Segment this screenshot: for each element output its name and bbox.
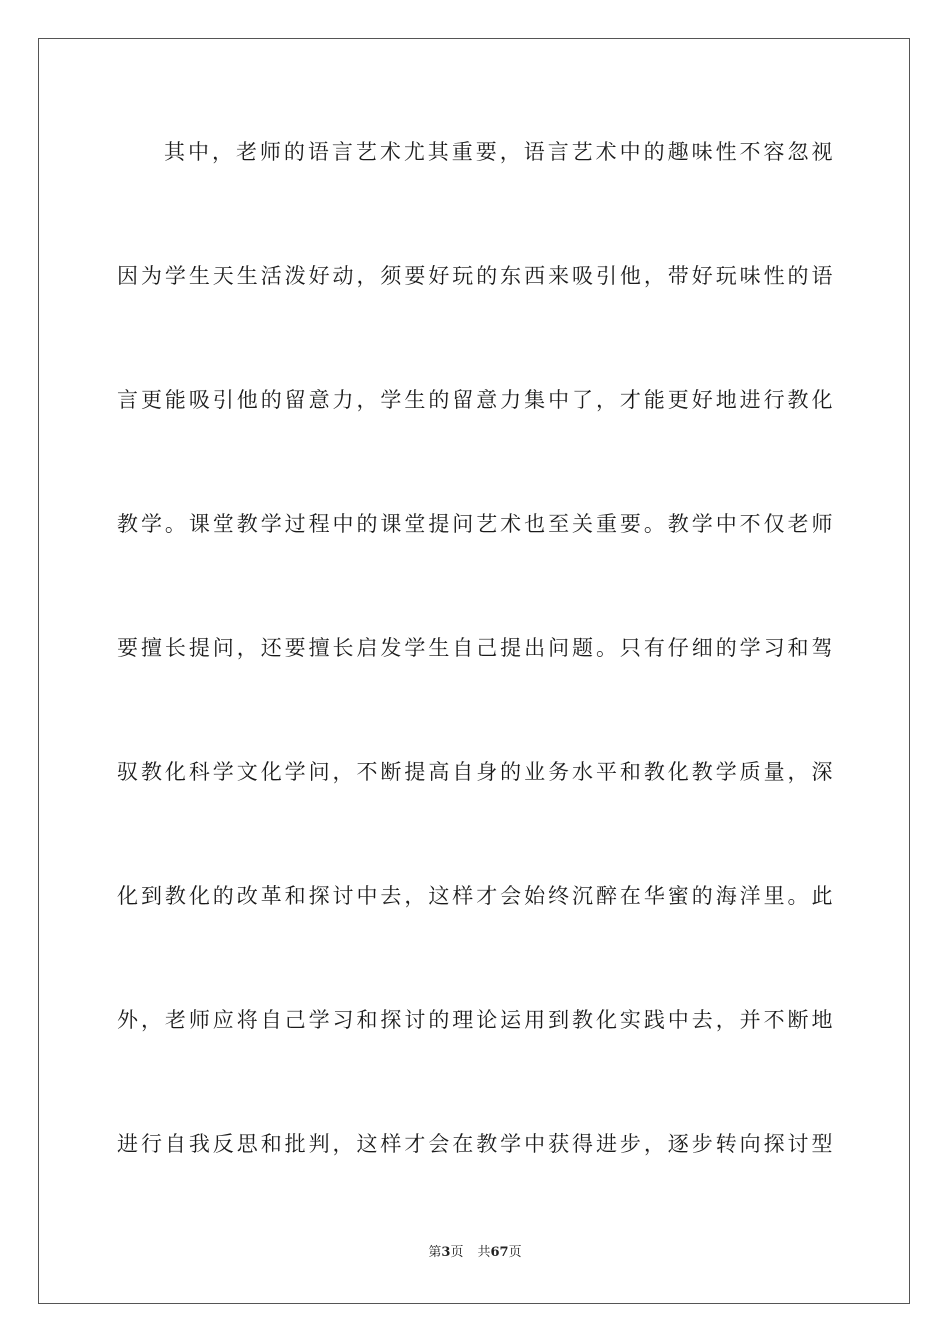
paragraph-line: 外，老师应将自己学习和探讨的理论运用到教化实践中去，并不断地 <box>117 1008 833 1032</box>
page-prefix: 第 <box>428 1245 442 1260</box>
page-footer <box>0 1244 950 1262</box>
paragraph-line: 进行自我反思和批判，这样才会在教学中获得进步，逐步转向探讨型 <box>117 1132 833 1156</box>
total-prefix: 共 <box>477 1245 491 1260</box>
page-suffix: 页 <box>450 1245 464 1260</box>
paragraph-line: 要擅长提问，还要擅长启发学生自己提出问题。只有仔细的学习和驾 <box>117 636 833 660</box>
paragraph-line: 教学。课堂教学过程中的课堂提问艺术也至关重要。教学中不仅老师 <box>117 512 833 536</box>
paragraph-line: 驭教化科学文化学问，不断提高自身的业务水平和教化教学质量，深 <box>117 760 833 784</box>
paragraph-line: 言更能吸引他的留意力，学生的留意力集中了，才能更好地进行教化 <box>117 388 833 412</box>
paragraph-line: 因为学生天生活泼好动，须要好玩的东西来吸引他，带好玩味性的语 <box>117 264 833 288</box>
paragraph-line: 其中，老师的语言艺术尤其重要，语言艺术中的趣味性不容忽视 <box>164 140 833 164</box>
total-suffix: 页 <box>508 1245 522 1260</box>
page-border <box>38 38 910 1304</box>
page-number: 3 <box>441 1245 451 1260</box>
paragraph-line: 化到教化的改革和探讨中去，这样才会始终沉醉在华蜜的海洋里。此 <box>117 884 833 908</box>
total-pages: 67 <box>490 1245 509 1260</box>
